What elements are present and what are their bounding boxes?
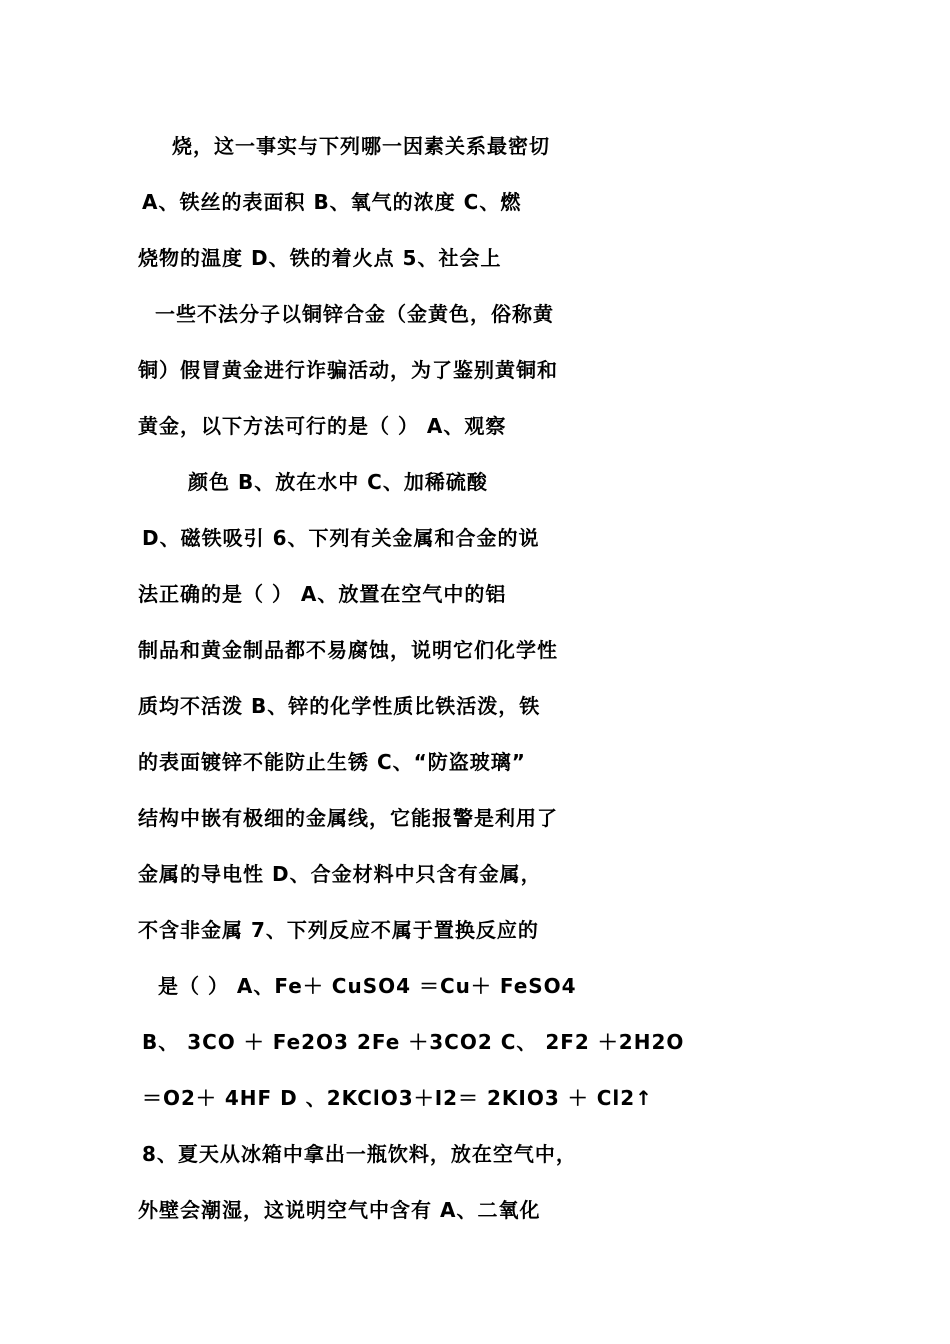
text-line: 结构中嵌有极细的金属线，它能报警是利用了 [138,806,558,830]
text-line: 制品和黄金制品都不易腐蚀，说明它们化学性 [138,638,558,662]
text-line: 质均不活泼 B、锌的化学性质比铁活泼，铁 [138,694,541,718]
text-line: 8、夏天从冰箱中拿出一瓶饮料，放在空气中， [142,1142,577,1166]
text-line: 一些不法分子以铜锌合金（金黄色，俗称黄 [155,302,554,326]
text-line: 铜）假冒黄金进行诈骗活动，为了鉴别黄铜和 [138,358,558,382]
text-line: A、铁丝的表面积 B、氧气的浓度 C、燃 [142,190,522,214]
text-body [0,118,950,1238]
text-line: 烧，这一事实与下列哪一因素关系最密切 [172,134,550,158]
text-line: 法正确的是（ ） A、放置在空气中的铝 [138,582,507,606]
text-line: 的表面镀锌不能防止生锈 C、“防盗玻璃” [138,750,526,774]
text-line: 金属的导电性 D、合金材料中只含有金属， [138,862,542,886]
text-line: 烧物的温度 D、铁的着火点 5、社会上 [138,246,502,270]
text-line: 颜色 B、放在水中 C、加稀硫酸 [188,470,488,494]
text-line: D、磁铁吸引 6、下列有关金属和合金的说 [142,526,540,550]
text-line: ＝O2＋ 4HF D 、2KClO3＋I2＝ 2KIO3 ＋ Cl2↑ [142,1086,653,1110]
text-line: 是（ ） A、Fe＋ CuSO4 ＝Cu＋ FeSO4 [158,974,577,998]
text-line: 不含非金属 7、下列反应不属于置换反应的 [138,918,539,942]
text-line: B、 3CO ＋ Fe2O3 2Fe ＋3CO2 C、 2F2 ＋2H2O [142,1030,685,1054]
text-line: 外壁会潮湿，这说明空气中含有 A、二氧化 [138,1198,541,1222]
text-line: 黄金，以下方法可行的是（ ） A、观察 [138,414,507,438]
